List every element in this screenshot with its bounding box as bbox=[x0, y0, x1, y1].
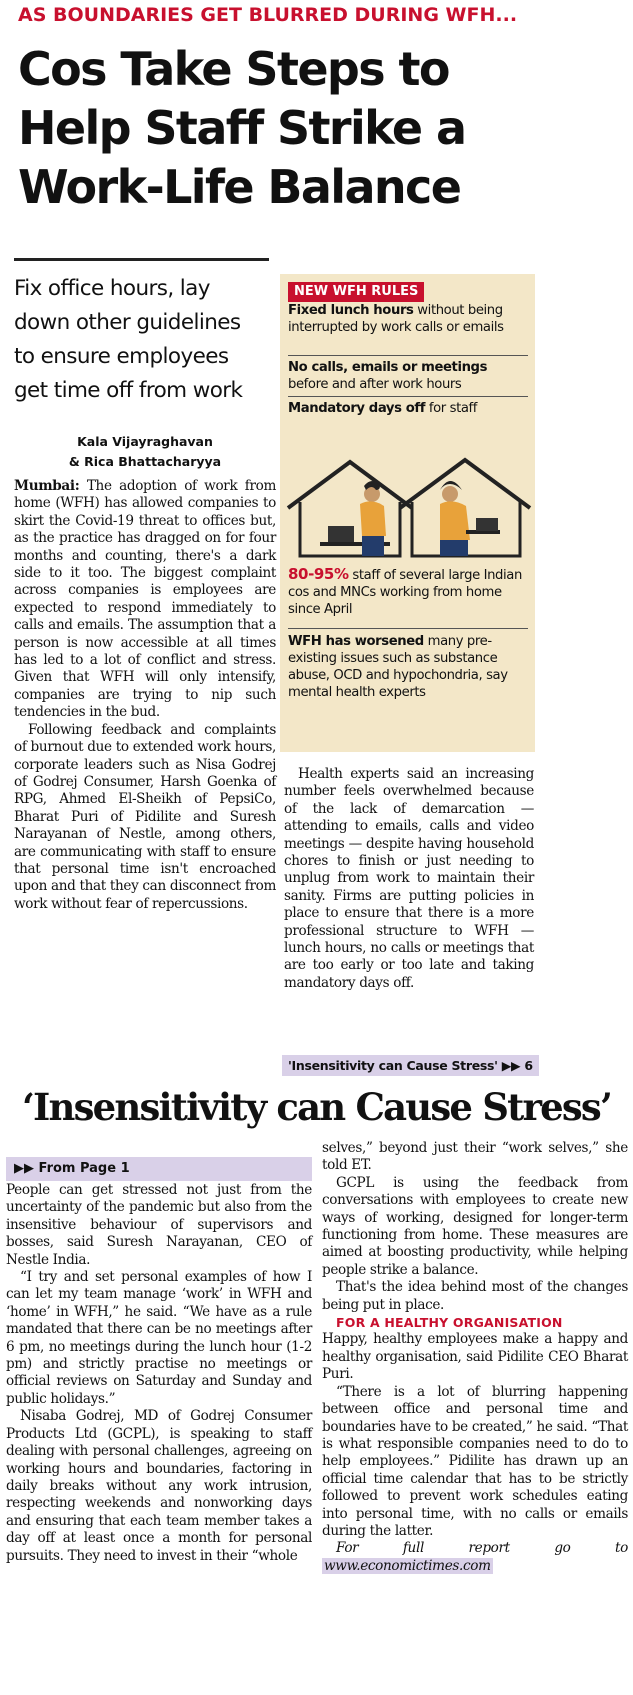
lead-text-1: The adoption of work from home (WFH) has allowed companies to skirt the Covid-19 threat to offices but, as the practice has dragged on for four months and counting, there's a dark side to it too. The biggest complaint across companies is employees are expected to respond immediately to calls and emails. The assumption that a person is now accessible at all times has led to a lot of conflict and stress. Given that WFH will only intensify, companies are trying to nip such tendencies in the bud. bbox=[14, 478, 276, 721]
kicker: AS BOUNDARIES GET BLURRED DURING WFH... bbox=[18, 4, 518, 26]
jump-headline: ‘Insensitivity can Cause Stress’ bbox=[21, 1085, 612, 1129]
deck-line-1: Fix office hours, lay bbox=[14, 276, 210, 301]
stat-2 bbox=[288, 633, 528, 701]
full-report-line bbox=[322, 1540, 628, 1575]
full-report-link[interactable]: www.economictimes.com bbox=[324, 1557, 491, 1574]
from-page-tag: ▶▶ From Page 1 bbox=[6, 1157, 312, 1181]
deck-line-4: get time off from work bbox=[14, 378, 243, 403]
headline bbox=[18, 40, 618, 217]
jump-right-paragraph-1: GCPL is using the feedback from conversations with employees to create new ways of working, designed for longer-term functioning from home. These measures are aimed at boosting productivity, while helping people strike a balance. bbox=[322, 1174, 628, 1278]
box-divider bbox=[288, 628, 528, 629]
headline-line-1: Cos Take Steps to bbox=[18, 42, 449, 96]
lead-paragraph-1 bbox=[14, 478, 276, 722]
stat-1 bbox=[288, 566, 528, 618]
lead-paragraph-2: Following feedback and complaints of burnout due to extended work hours, corporate leaders such as Nisa Godrej of Godrej Consumer, Harsh Goenka of RPG, Ahmed El-Sheikh of PepsiCo, Bharat Puri of Pidilite and Suresh Narayanan of Nestle, among others, are communicating with staff to ensure that personal time isn't encroached upon and that they can disconnect from work without fear of repercussions. bbox=[14, 721, 276, 912]
box-divider bbox=[288, 396, 528, 397]
rule-2-text: before and after work hours bbox=[288, 376, 462, 392]
deck-rule bbox=[14, 258, 269, 261]
jump-reference: 'Insensitivity can Cause Stress' ▶▶ 6 bbox=[282, 1055, 539, 1076]
lead-right-paragraph-1: Health experts said an increasing number feels overwhelmed because of the lack of demarcation — attending to emails, calls and video meetings — despite having household chores to finish or just needing to unplug from work to maintain their sanity. Firms are putting policies in place to ensure that there is a more professional structure to WFH — lunch hours, no calls or meetings that are too early or too late and taking mandatory days off. bbox=[284, 766, 534, 991]
jump-left-paragraph-3: Nisaba Godrej, MD of Godrej Consumer Products Ltd (GCPL), is speaking to staff dealing with personal challenges, agreeing on working hours and boundaries, factoring in daily breaks without any work intrusion, respecting weekends and nonworking days and ensuring that each team member takes a day off at least once a month for personal pursuits. They need to invest in their “whole bbox=[6, 1408, 312, 1564]
person-with-headset-right-icon bbox=[440, 481, 500, 556]
jump-left-paragraph-1: People can get stressed not just from the uncertainty of the pandemic but also from the insensitive behaviour of supervisors and bosses, said Suresh Narayanan, CEO of Nestle India. bbox=[6, 1182, 312, 1268]
stat-2-bold: WFH has worsened bbox=[288, 634, 424, 649]
full-report-text: For full report go to bbox=[336, 1540, 628, 1557]
stat-1-text: staff of several large Indian cos and MNCs working from home since April bbox=[288, 568, 522, 617]
person-at-laptop-left-icon bbox=[320, 481, 390, 556]
rule-3-bold: Mandatory days off bbox=[288, 401, 426, 416]
deck-line-2: down other guidelines bbox=[14, 310, 241, 335]
jump-right-paragraph-4: “There is a lot of blurring happening between office and personal time and boundaries have to be created,” he said. “That is what responsible companies need to do to help employees.” Pidilite has drawn up an official time calendar that has to be strictly followed to prevent work schedules eating into personal time, with no calls or emails during the latter. bbox=[322, 1383, 628, 1539]
lead-column-left bbox=[14, 478, 276, 913]
rule-item-2 bbox=[288, 360, 528, 393]
byline-line-1: Kala Vijayraghavan bbox=[77, 434, 213, 449]
rule-2-bold: No calls, emails or meetings bbox=[288, 360, 488, 375]
jump-column-left bbox=[6, 1182, 312, 1565]
stat-2-text: many pre-existing issues such as substance abuse, OCD and hypochondria, say mental health experts bbox=[288, 634, 508, 700]
jump-left-paragraph-2: “I try and set personal examples of how I can let my team manage ‘work’ in WFH and ‘home’ in WFH,” he said. “We have as a rule mandated that there can be no meetings after 6 pm, no meetings during the lunch hour (1-2 pm) and strictly practise no meetings or official reviews on Saturday and Sunday and public holidays.” bbox=[6, 1269, 312, 1407]
rule-item-1 bbox=[288, 303, 528, 336]
jump-right-paragraph-2: That's the idea behind most of the changes being put in place. bbox=[322, 1279, 628, 1313]
jump-right-paragraph-3: Happy, healthy employees make a happy and healthy organisation, said Pidilite CEO Bharat Puri. bbox=[322, 1331, 628, 1383]
jump-right-paragraph-0: selves,” beyond just their “work selves,” she told ET. bbox=[322, 1140, 628, 1174]
stat-1-number: 80-95% bbox=[288, 565, 349, 583]
byline bbox=[14, 432, 276, 472]
deck bbox=[14, 272, 276, 408]
dateline: Mumbai: bbox=[14, 478, 80, 494]
headline-line-2: Help Staff Strike a bbox=[18, 101, 466, 155]
jump-column-right bbox=[322, 1140, 628, 1575]
section-head-healthy-organisation: FOR A HEALTHY ORGANISATION bbox=[336, 1315, 563, 1331]
headline-line-3: Work-Life Balance bbox=[18, 160, 461, 214]
wfh-illustration bbox=[280, 450, 535, 562]
byline-line-2: & Rica Bhattacharyya bbox=[68, 454, 222, 469]
rule-3-text: for staff bbox=[425, 401, 478, 416]
rule-item-3 bbox=[288, 401, 528, 418]
rule-1-bold: Fixed lunch hours bbox=[288, 303, 414, 318]
wfh-rules-tag: NEW WFH RULES bbox=[288, 282, 424, 302]
deck-line-3: to ensure employees bbox=[14, 344, 229, 369]
rule-1-text: without being interrupted by work calls or emails bbox=[288, 303, 504, 335]
box-divider bbox=[288, 355, 528, 356]
lead-column-right bbox=[284, 766, 534, 992]
